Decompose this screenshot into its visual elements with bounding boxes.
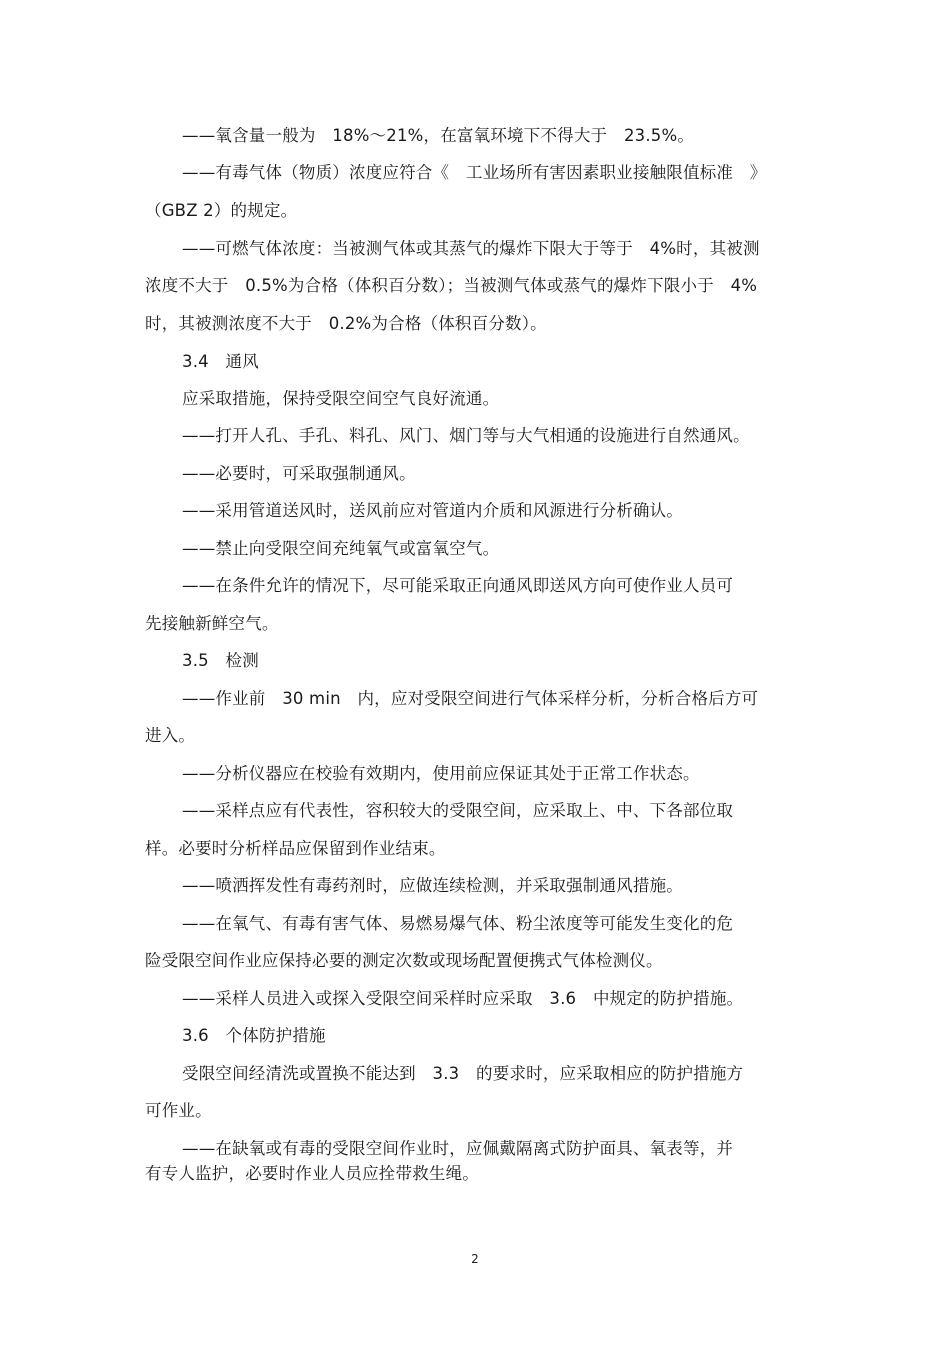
page-number: 2 xyxy=(471,1252,479,1266)
text-line-respiratory-protection-cont: 有专人监护，必要时作业人员应拴带救生绳。 xyxy=(145,1164,479,1183)
text-line-sampler-protection: ——采样人员进入或探入受限空间采样时应采取 3.6 中规定的防护措施。 xyxy=(182,989,744,1008)
section-heading-3-5: 3.5 检测 xyxy=(182,651,259,670)
text-line-respiratory-protection: ——在缺氧或有毒的受限空间作业时，应佩戴隔离式防护面具、氧表等，并 xyxy=(182,1139,734,1158)
text-line-forced-ventilation: ——必要时，可采取强制通风。 xyxy=(182,464,416,483)
text-line-natural-ventilation: ——打开人孔、手孔、料孔、风门、烟门等与大气相通的设施进行自然通风。 xyxy=(182,426,750,445)
text-line-continuous-detection: ——喷洒挥发性有毒药剂时，应做连续检测，并采取强制通风措施。 xyxy=(182,876,683,895)
text-line-sampling-points-cont: 样。必要时分析样品应保留到作业结束。 xyxy=(145,839,446,858)
text-line-no-pure-oxygen: ——禁止向受限空间充纯氧气或富氧空气。 xyxy=(182,539,500,558)
text-line-toxic-gas: ——有毒气体（物质）浓度应符合《 工业场所有害因素职业接触限值标准 》 xyxy=(182,163,767,182)
text-line-pipe-ventilation: ——采用管道送风时，送风前应对管道内介质和风源进行分析确认。 xyxy=(182,501,683,520)
text-line-oxygen-content: ——氧含量一般为 18%～21%，在富氧环境下不得大于 23.5%。 xyxy=(182,126,695,145)
text-line-protective-measures-cont: 可作业。 xyxy=(145,1101,212,1120)
text-line-flammable-gas-cont-1: 浓度不大于 0.5%为合格（体积百分数）；当被测气体或蒸气的爆炸下限小于 4% xyxy=(145,276,758,295)
text-line-instrument-calibration: ——分析仪器应在校验有效期内，使用前应保证其处于正常工作状态。 xyxy=(182,764,700,783)
text-line-protective-measures: 受限空间经清洗或置换不能达到 3.3 的要求时，应采取相应的防护措施方 xyxy=(182,1064,744,1083)
text-line-ventilation-intro: 应采取措施，保持受限空间空气良好流通。 xyxy=(182,389,500,408)
text-line-pre-work-sampling-cont: 进入。 xyxy=(145,726,196,745)
text-line-hazard-variation-cont: 险受限空间作业应保持必要的测定次数或现场配置便携式气体检测仪。 xyxy=(145,951,663,970)
text-line-flammable-gas: ——可燃气体浓度：当被测气体或其蒸气的爆炸下限大于等于 4%时，其被测 xyxy=(182,239,760,258)
text-line-sampling-points: ——采样点应有代表性，容积较大的受限空间，应采取上、中、下各部位取 xyxy=(182,801,734,820)
text-line-forward-ventilation: ——在条件允许的情况下，尽可能采取正向通风即送风方向可使作业人员可 xyxy=(182,576,734,595)
text-line-pre-work-sampling: ——作业前 30 min 内，应对受限空间进行气体采样分析，分析合格后方可 xyxy=(182,689,759,708)
text-line-flammable-gas-cont-2: 时，其被测浓度不大于 0.2%为合格（体积百分数）。 xyxy=(145,314,547,333)
text-line-forward-ventilation-cont: 先接触新鲜空气。 xyxy=(145,614,279,633)
section-heading-3-4: 3.4 通风 xyxy=(182,352,259,371)
text-line-toxic-gas-cont: （GBZ 2）的规定。 xyxy=(145,201,298,220)
text-line-hazard-variation: ——在氧气、有毒有害气体、易燃易爆气体、粉尘浓度等可能发生变化的危 xyxy=(182,914,734,933)
section-heading-3-6: 3.6 个体防护措施 xyxy=(182,1026,326,1045)
